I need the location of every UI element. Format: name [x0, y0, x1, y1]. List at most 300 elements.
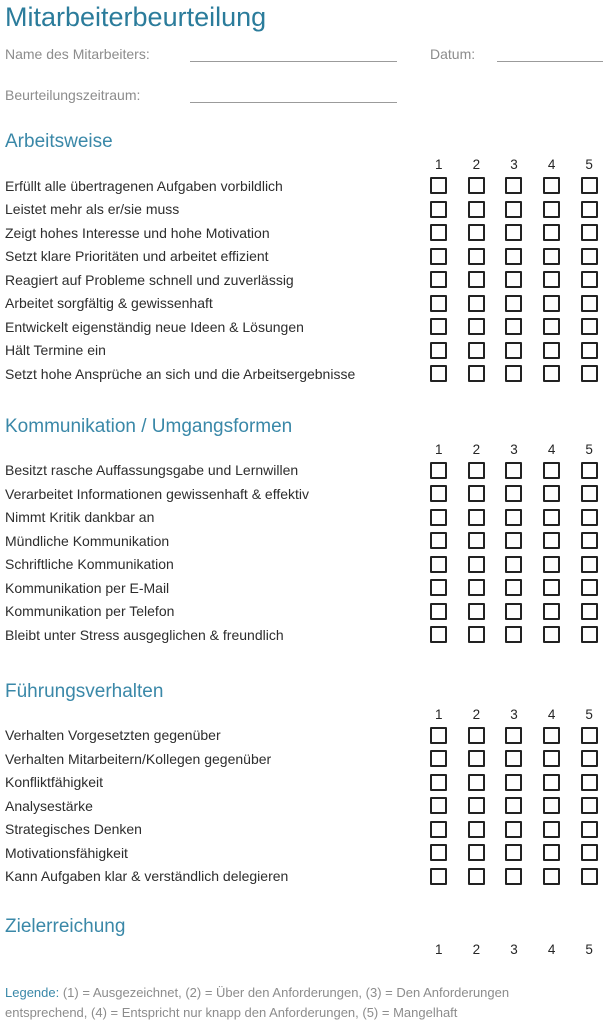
section-heading: Arbeitsweise [5, 131, 113, 152]
rating-cell [533, 626, 571, 643]
rating-checkbox-2[interactable] [468, 485, 485, 502]
rating-cell [570, 295, 603, 312]
rating-checkbox-3[interactable] [505, 295, 522, 312]
rating-cell [570, 868, 603, 885]
rating-cell [495, 750, 533, 767]
criterion-label: Arbeitet sorgfältig & gewissenhaft [5, 295, 213, 312]
rating-checkbox-2[interactable] [468, 342, 485, 359]
rating-checkbox-3[interactable] [505, 201, 522, 218]
rating-checkbox-5[interactable] [581, 177, 598, 194]
rating-checkbox-3[interactable] [505, 177, 522, 194]
rating-checkbox-1[interactable] [430, 626, 447, 643]
rating-checkbox-1[interactable] [430, 295, 447, 312]
rating-cell [458, 295, 496, 312]
rating-checkbox-4[interactable] [543, 579, 560, 596]
rating-cell [570, 532, 603, 549]
criterion-row [5, 747, 603, 771]
rating-cell [495, 532, 533, 549]
rating-cell [420, 603, 458, 620]
rating-checkbox-3[interactable] [505, 556, 522, 573]
rating-checkbox-3[interactable] [505, 248, 522, 265]
rating-checkbox-2[interactable] [468, 750, 485, 767]
criterion-label: Erfüllt alle übertragenen Aufgaben vorbildlich [5, 177, 283, 194]
rating-checkbox-4[interactable] [543, 342, 560, 359]
rating-cell [533, 365, 571, 382]
criterion-label: Kann Aufgaben klar & verständlich delegieren [5, 868, 289, 885]
rating-checkbox-2[interactable] [468, 295, 485, 312]
rating-checkbox-3[interactable] [505, 626, 522, 643]
rating-checkbox-2[interactable] [468, 844, 485, 861]
rating-cell [495, 556, 533, 573]
rating-cell [533, 342, 571, 359]
rating-cell [533, 821, 571, 838]
rating-cell [458, 727, 496, 744]
criterion-label: Strategisches Denken [5, 821, 142, 838]
rating-checkbox-4[interactable] [543, 365, 560, 382]
rating-cell [458, 774, 496, 791]
rating-legend [5, 983, 557, 1023]
rating-checkbox-4[interactable] [543, 556, 560, 573]
rating-checkbox-2[interactable] [468, 271, 485, 288]
section-arbeitsweise [5, 131, 603, 386]
rating-checkbox-5[interactable] [581, 365, 598, 382]
rating-checkbox-1[interactable] [430, 365, 447, 382]
rating-checkbox-2[interactable] [468, 462, 485, 479]
rating-checkbox-4[interactable] [543, 797, 560, 814]
rating-checkbox-group [420, 774, 603, 791]
rating-cell [533, 201, 571, 218]
rating-checkbox-4[interactable] [543, 462, 560, 479]
rating-checkbox-group [420, 201, 603, 218]
rating-cell [495, 318, 533, 335]
rating-cell [570, 224, 603, 241]
rating-checkbox-4[interactable] [543, 509, 560, 526]
rating-checkbox-2[interactable] [468, 224, 485, 241]
rating-checkbox-4[interactable] [543, 532, 560, 549]
rating-checkbox-3[interactable] [505, 318, 522, 335]
rating-checkbox-3[interactable] [505, 532, 522, 549]
criterion-label: Leistet mehr als er/sie muss [5, 201, 180, 218]
rating-checkbox-5[interactable] [581, 603, 598, 620]
rating-cell [495, 485, 533, 502]
rating-checkbox-4[interactable] [543, 318, 560, 335]
rating-checkbox-group [420, 365, 603, 382]
rating-checkbox-3[interactable] [505, 579, 522, 596]
rating-checkbox-3[interactable] [505, 750, 522, 767]
rating-checkbox-5[interactable] [581, 727, 598, 744]
rating-cell [533, 797, 571, 814]
rating-checkbox-2[interactable] [468, 774, 485, 791]
rating-cell [458, 201, 496, 218]
criterion-label: Kommunikation per Telefon [5, 603, 175, 620]
rating-cell [495, 868, 533, 885]
rating-checkbox-2[interactable] [468, 868, 485, 885]
rating-cell [533, 224, 571, 241]
criterion-row [5, 198, 603, 222]
scale-number: 4 [547, 441, 556, 457]
date-input-line[interactable] [497, 47, 603, 62]
rating-cell [570, 750, 603, 767]
rating-checkbox-5[interactable] [581, 509, 598, 526]
scale-number: 2 [472, 706, 481, 722]
rating-cell [533, 844, 571, 861]
scale-numbers [420, 443, 603, 457]
rating-cell [533, 295, 571, 312]
section-heading: Kommunikation / Umgangsformen [5, 415, 293, 437]
rating-checkbox-group [420, 295, 603, 312]
rating-checkbox-5[interactable] [581, 201, 598, 218]
scale-number: 1 [435, 157, 443, 172]
rating-cell [420, 532, 458, 549]
rating-checkbox-1[interactable] [430, 342, 447, 359]
criterion-row [5, 245, 603, 269]
rating-cell [420, 509, 458, 526]
criterion-label: Schriftliche Kommunikation [5, 556, 174, 573]
rating-cell [533, 509, 571, 526]
rating-scale-header [5, 943, 603, 957]
rating-checkbox-1[interactable] [430, 603, 447, 620]
rating-checkbox-2[interactable] [468, 532, 485, 549]
rating-checkbox-2[interactable] [468, 603, 485, 620]
rating-cell [570, 626, 603, 643]
evaluation-period-input-line[interactable] [190, 88, 397, 103]
rating-cell [458, 485, 496, 502]
rating-cell [495, 844, 533, 861]
scale-spacer [5, 443, 420, 457]
scale-number: 3 [510, 942, 518, 957]
rating-cell [533, 750, 571, 767]
rating-checkbox-group [420, 579, 603, 596]
rating-checkbox-3[interactable] [505, 821, 522, 838]
rating-checkbox-4[interactable] [543, 868, 560, 885]
rating-checkbox-5[interactable] [581, 774, 598, 791]
criterion-label: Zeigt hohes Interesse und hohe Motivation [5, 224, 270, 241]
rating-checkbox-2[interactable] [468, 201, 485, 218]
rating-checkbox-2[interactable] [468, 177, 485, 194]
rating-cell [420, 485, 458, 502]
rating-checkbox-5[interactable] [581, 556, 598, 573]
rating-cell [458, 556, 496, 573]
employee-name-input-line[interactable] [190, 47, 397, 62]
rating-checkbox-group [420, 462, 603, 479]
rating-checkbox-5[interactable] [581, 485, 598, 502]
rating-checkbox-3[interactable] [505, 271, 522, 288]
section-heading: Führungsverhalten [5, 680, 164, 702]
rating-cell [533, 579, 571, 596]
rating-checkbox-1[interactable] [430, 727, 447, 744]
criterion-label: Verhalten Mitarbeitern/Kollegen gegenüber [5, 750, 272, 767]
rating-checkbox-1[interactable] [430, 271, 447, 288]
criterion-label: Kommunikation per E-Mail [5, 579, 170, 596]
rating-checkbox-1[interactable] [430, 556, 447, 573]
rating-checkbox-4[interactable] [543, 844, 560, 861]
criterion-label: Hält Termine ein [5, 342, 106, 359]
criterion-row [5, 268, 603, 292]
rating-checkbox-5[interactable] [581, 844, 598, 861]
rating-checkbox-1[interactable] [430, 821, 447, 838]
rating-checkbox-1[interactable] [430, 750, 447, 767]
rating-checkbox-4[interactable] [543, 248, 560, 265]
section-zielerreichung [5, 916, 603, 957]
rating-checkbox-4[interactable] [543, 727, 560, 744]
rating-cell [420, 774, 458, 791]
rating-checkbox-1[interactable] [430, 844, 447, 861]
criterion-row [5, 576, 603, 600]
rating-cell [495, 295, 533, 312]
rating-cell [458, 177, 496, 194]
rating-cell [458, 532, 496, 549]
rating-checkbox-group [420, 868, 603, 885]
rating-checkbox-group [420, 485, 603, 502]
scale-number: 4 [547, 157, 556, 172]
scale-number: 1 [435, 706, 443, 722]
rating-cell [420, 248, 458, 265]
rating-cell [533, 271, 571, 288]
scale-spacer [5, 158, 420, 172]
criterion-label: Verarbeitet Informationen gewissenhaft & effektiv [5, 485, 310, 502]
rating-scale-header [5, 443, 603, 457]
rating-checkbox-3[interactable] [505, 224, 522, 241]
rating-checkbox-3[interactable] [505, 774, 522, 791]
rating-checkbox-5[interactable] [581, 462, 598, 479]
scale-spacer [5, 708, 420, 722]
scale-numbers [420, 708, 603, 722]
rating-checkbox-1[interactable] [430, 177, 447, 194]
rating-checkbox-1[interactable] [430, 224, 447, 241]
criterion-row [5, 600, 603, 624]
rating-cell [495, 248, 533, 265]
section-heading: Zielerreichung [5, 916, 126, 937]
rating-cell [420, 727, 458, 744]
criterion-row [5, 865, 603, 889]
rating-checkbox-5[interactable] [581, 579, 598, 596]
criterion-label: Mündliche Kommunikation [5, 532, 170, 549]
rating-checkbox-5[interactable] [581, 342, 598, 359]
rating-cell [420, 342, 458, 359]
criterion-row [5, 292, 603, 316]
rating-cell [533, 318, 571, 335]
rating-checkbox-3[interactable] [505, 509, 522, 526]
rating-checkbox-5[interactable] [581, 797, 598, 814]
rating-cell [458, 509, 496, 526]
rating-cell [495, 579, 533, 596]
rating-cell [495, 224, 533, 241]
rating-checkbox-2[interactable] [468, 318, 485, 335]
name-date-row [5, 46, 603, 62]
section-führungsverhalten [5, 681, 603, 889]
period-row [5, 87, 603, 103]
rating-checkbox-3[interactable] [505, 797, 522, 814]
rating-cell [570, 509, 603, 526]
criterion-row [5, 506, 603, 530]
rating-checkbox-4[interactable] [543, 774, 560, 791]
rating-cell [570, 462, 603, 479]
rating-checkbox-3[interactable] [505, 342, 522, 359]
rating-checkbox-3[interactable] [505, 462, 522, 479]
rating-checkbox-group [420, 177, 603, 194]
rating-checkbox-3[interactable] [505, 868, 522, 885]
rating-checkbox-4[interactable] [543, 201, 560, 218]
rating-cell [458, 750, 496, 767]
rating-cell [570, 603, 603, 620]
rating-checkbox-group [420, 750, 603, 767]
evaluation-period-label: Beurteilungszeitraum: [5, 87, 141, 103]
rating-checkbox-1[interactable] [430, 509, 447, 526]
rating-checkbox-3[interactable] [505, 603, 522, 620]
rating-checkbox-2[interactable] [468, 365, 485, 382]
rating-checkbox-3[interactable] [505, 844, 522, 861]
criterion-label: Setzt klare Prioritäten und arbeitet effizient [5, 248, 269, 265]
rating-checkbox-1[interactable] [430, 797, 447, 814]
rating-cell [458, 821, 496, 838]
rating-checkbox-1[interactable] [430, 201, 447, 218]
scale-numbers [420, 943, 603, 957]
rating-checkbox-5[interactable] [581, 248, 598, 265]
criterion-label: Verhalten Vorgesetzten gegenüber [5, 727, 221, 744]
rating-checkbox-2[interactable] [468, 556, 485, 573]
scale-numbers [420, 158, 603, 172]
rating-checkbox-2[interactable] [468, 821, 485, 838]
criterion-row [5, 459, 603, 483]
rating-checkbox-5[interactable] [581, 532, 598, 549]
rating-cell [420, 318, 458, 335]
scale-number: 5 [585, 942, 593, 957]
rating-checkbox-3[interactable] [505, 727, 522, 744]
rating-cell [570, 342, 603, 359]
rating-checkbox-3[interactable] [505, 485, 522, 502]
rating-checkbox-4[interactable] [543, 271, 560, 288]
rating-cell [570, 556, 603, 573]
employee-name-label: Name des Mitarbeiters: [5, 46, 150, 62]
rating-checkbox-group [420, 727, 603, 744]
rating-cell [458, 868, 496, 885]
criterion-row [5, 529, 603, 553]
rating-checkbox-4[interactable] [543, 603, 560, 620]
rating-cell [495, 626, 533, 643]
rating-checkbox-group [420, 224, 603, 241]
rating-checkbox-5[interactable] [581, 868, 598, 885]
rating-cell [533, 177, 571, 194]
rating-checkbox-group [420, 556, 603, 573]
criterion-row [5, 841, 603, 865]
rating-checkbox-1[interactable] [430, 532, 447, 549]
rating-checkbox-4[interactable] [543, 485, 560, 502]
rating-checkbox-4[interactable] [543, 821, 560, 838]
rating-checkbox-2[interactable] [468, 626, 485, 643]
rating-checkbox-group [420, 509, 603, 526]
scale-number: 5 [585, 441, 593, 457]
rating-cell [458, 318, 496, 335]
rating-cell [533, 462, 571, 479]
rating-checkbox-5[interactable] [581, 821, 598, 838]
rating-checkbox-2[interactable] [468, 797, 485, 814]
rating-cell [533, 532, 571, 549]
rating-checkbox-4[interactable] [543, 224, 560, 241]
rating-checkbox-5[interactable] [581, 295, 598, 312]
section-rows [5, 724, 603, 889]
rating-checkbox-2[interactable] [468, 509, 485, 526]
rating-checkbox-5[interactable] [581, 224, 598, 241]
rating-checkbox-1[interactable] [430, 774, 447, 791]
criterion-label: Entwickelt eigenständig neue Ideen & Lösungen [5, 318, 304, 335]
rating-cell [570, 485, 603, 502]
rating-cell [420, 626, 458, 643]
rating-checkbox-2[interactable] [468, 248, 485, 265]
rating-checkbox-group [420, 821, 603, 838]
rating-checkbox-5[interactable] [581, 271, 598, 288]
rating-checkbox-5[interactable] [581, 750, 598, 767]
rating-cell [458, 797, 496, 814]
rating-checkbox-2[interactable] [468, 727, 485, 744]
rating-checkbox-1[interactable] [430, 318, 447, 335]
scale-spacer [5, 943, 420, 957]
rating-checkbox-2[interactable] [468, 579, 485, 596]
rating-checkbox-5[interactable] [581, 318, 598, 335]
criterion-row [5, 339, 603, 363]
rating-cell [570, 248, 603, 265]
rating-cell [570, 821, 603, 838]
rating-checkbox-group [420, 318, 603, 335]
rating-cell [420, 844, 458, 861]
rating-scale-header [5, 158, 603, 172]
rating-cell [495, 365, 533, 382]
criterion-row [5, 315, 603, 339]
rating-cell [495, 774, 533, 791]
rating-cell [420, 868, 458, 885]
rating-checkbox-5[interactable] [581, 626, 598, 643]
rating-cell [420, 271, 458, 288]
criterion-label: Bleibt unter Stress ausgeglichen & freundlich [5, 626, 284, 643]
rating-checkbox-1[interactable] [430, 579, 447, 596]
section-kommunikation-umgangsformen [5, 416, 603, 647]
rating-checkbox-1[interactable] [430, 868, 447, 885]
rating-checkbox-group [420, 248, 603, 265]
rating-cell [458, 603, 496, 620]
rating-checkbox-3[interactable] [505, 365, 522, 382]
scale-number: 2 [472, 441, 481, 457]
scale-number: 4 [547, 942, 556, 957]
criterion-row [5, 724, 603, 748]
rating-cell [458, 248, 496, 265]
date-label: Datum: [430, 46, 476, 62]
rating-checkbox-4[interactable] [543, 295, 560, 312]
rating-checkbox-1[interactable] [430, 462, 447, 479]
criterion-label: Setzt hohe Ansprüche an sich und die Arbeitsergebnisse [5, 365, 356, 382]
rating-cell [458, 224, 496, 241]
rating-checkbox-1[interactable] [430, 485, 447, 502]
rating-cell [533, 556, 571, 573]
rating-cell [495, 177, 533, 194]
criterion-row [5, 174, 603, 198]
rating-checkbox-4[interactable] [543, 626, 560, 643]
criterion-label: Konfliktfähigkeit [5, 774, 104, 791]
criterion-row [5, 623, 603, 647]
rating-cell [420, 556, 458, 573]
rating-checkbox-4[interactable] [543, 750, 560, 767]
rating-checkbox-4[interactable] [543, 177, 560, 194]
rating-checkbox-1[interactable] [430, 248, 447, 265]
rating-cell [420, 821, 458, 838]
rating-cell [533, 727, 571, 744]
legend-text: (1) = Ausgezeichnet, (2) = Über den Anforderungen, (3) = Den Anforderungen entsprechend, (4) = Entspricht nur knapp den Anforderungen, (5) = Mangelhaft [5, 985, 510, 1020]
criterion-row [5, 553, 603, 577]
rating-cell [495, 603, 533, 620]
criterion-row [5, 362, 603, 386]
section-rows [5, 174, 603, 386]
scale-number: 5 [585, 706, 593, 722]
criterion-row [5, 818, 603, 842]
rating-cell [495, 727, 533, 744]
